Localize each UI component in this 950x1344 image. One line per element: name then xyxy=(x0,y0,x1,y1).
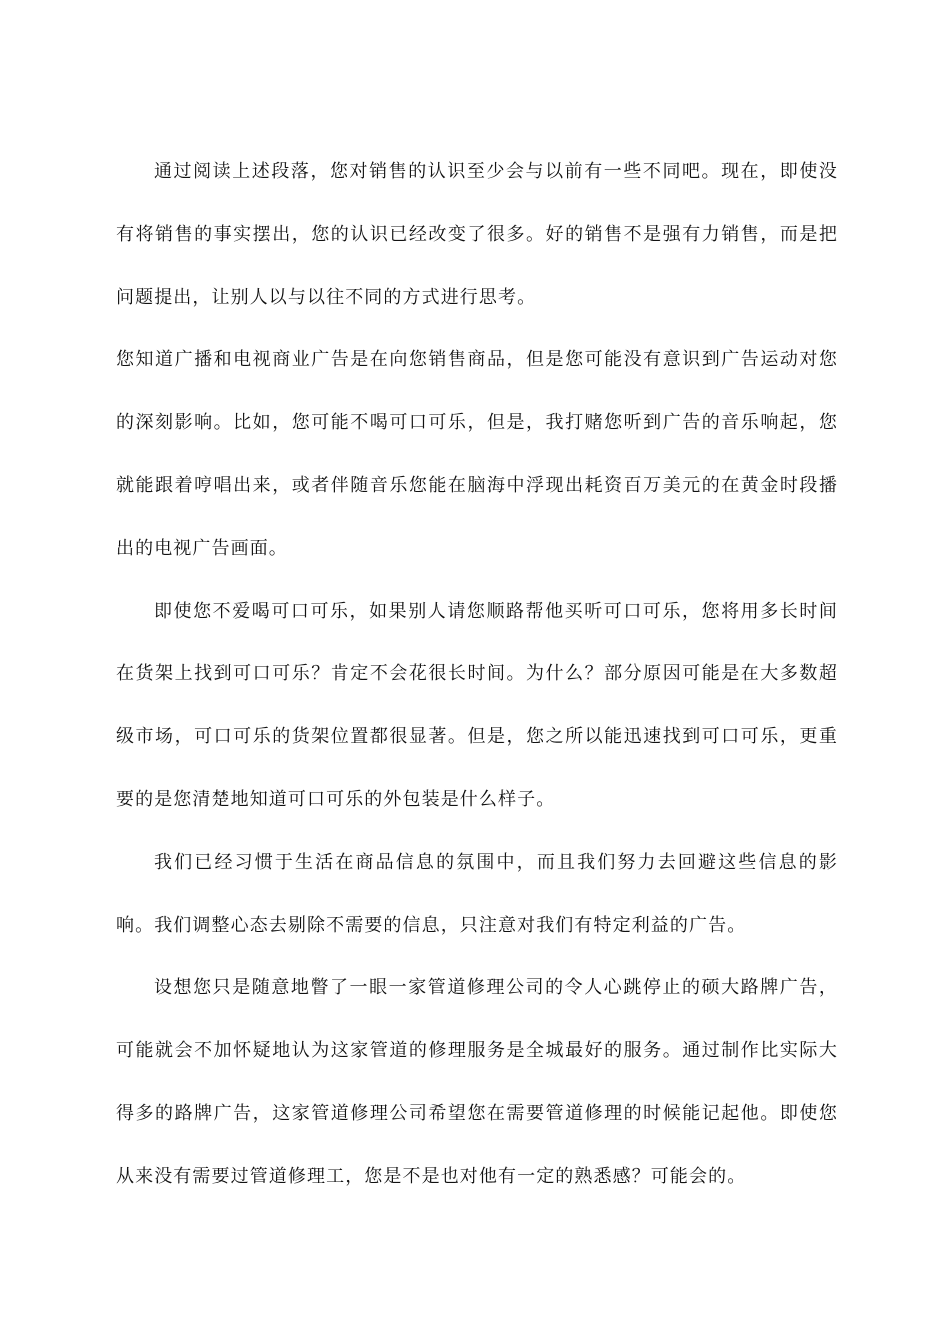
paragraph-5: 设想您只是随意地瞥了一眼一家管道修理公司的令人心跳停止的硕大路牌广告，可能就会不加怀疑地认为这家管道的修理服务是全城最好的服务。通过制作比实际大得多的路牌广告，这家管道修理公司希望您在需要管道修理的时候能记起他。即使您从来没有需要过管道修理工，您是不是也对他有一定的熟悉感？可能会的。 xyxy=(116,977,838,1187)
paragraph-2: 您知道广播和电视商业广告是在向您销售商品，但是您可能没有意识到广告运动对您的深刻影响。比如，您可能不喝可口可乐，但是，我打赌您听到广告的音乐响起，您就能跟着哼唱出来，或者伴随音乐您能在脑海中浮现出耗资百万美元的在黄金时段播出的电视广告画面。 xyxy=(116,349,838,559)
paragraph-4: 我们已经习惯于生活在商品信息的氛围中，而且我们努力去回避这些信息的影响。我们调整心态去剔除不需要的信息，只注意对我们有特定利益的广告。 xyxy=(116,851,838,936)
document-body xyxy=(116,141,838,1209)
paragraph-1: 通过阅读上述段落，您对销售的认识至少会与以前有一些不同吧。现在，即使没有将销售的事实摆出，您的认识已经改变了很多。好的销售不是强有力销售，而是把问题提出，让别人以与以往不同的方式进行思考。 xyxy=(116,161,838,308)
paragraph-3: 即使您不爱喝可口可乐，如果别人请您顺路帮他买听可口可乐，您将用多长时间在货架上找到可口可乐？肯定不会花很长时间。为什么？部分原因可能是在大多数超级市场，可口可乐的货架位置都很显著。但是，您之所以能迅速找到可口可乐，更重要的是您清楚地知道可口可乐的外包装是什么样子。 xyxy=(116,600,838,810)
